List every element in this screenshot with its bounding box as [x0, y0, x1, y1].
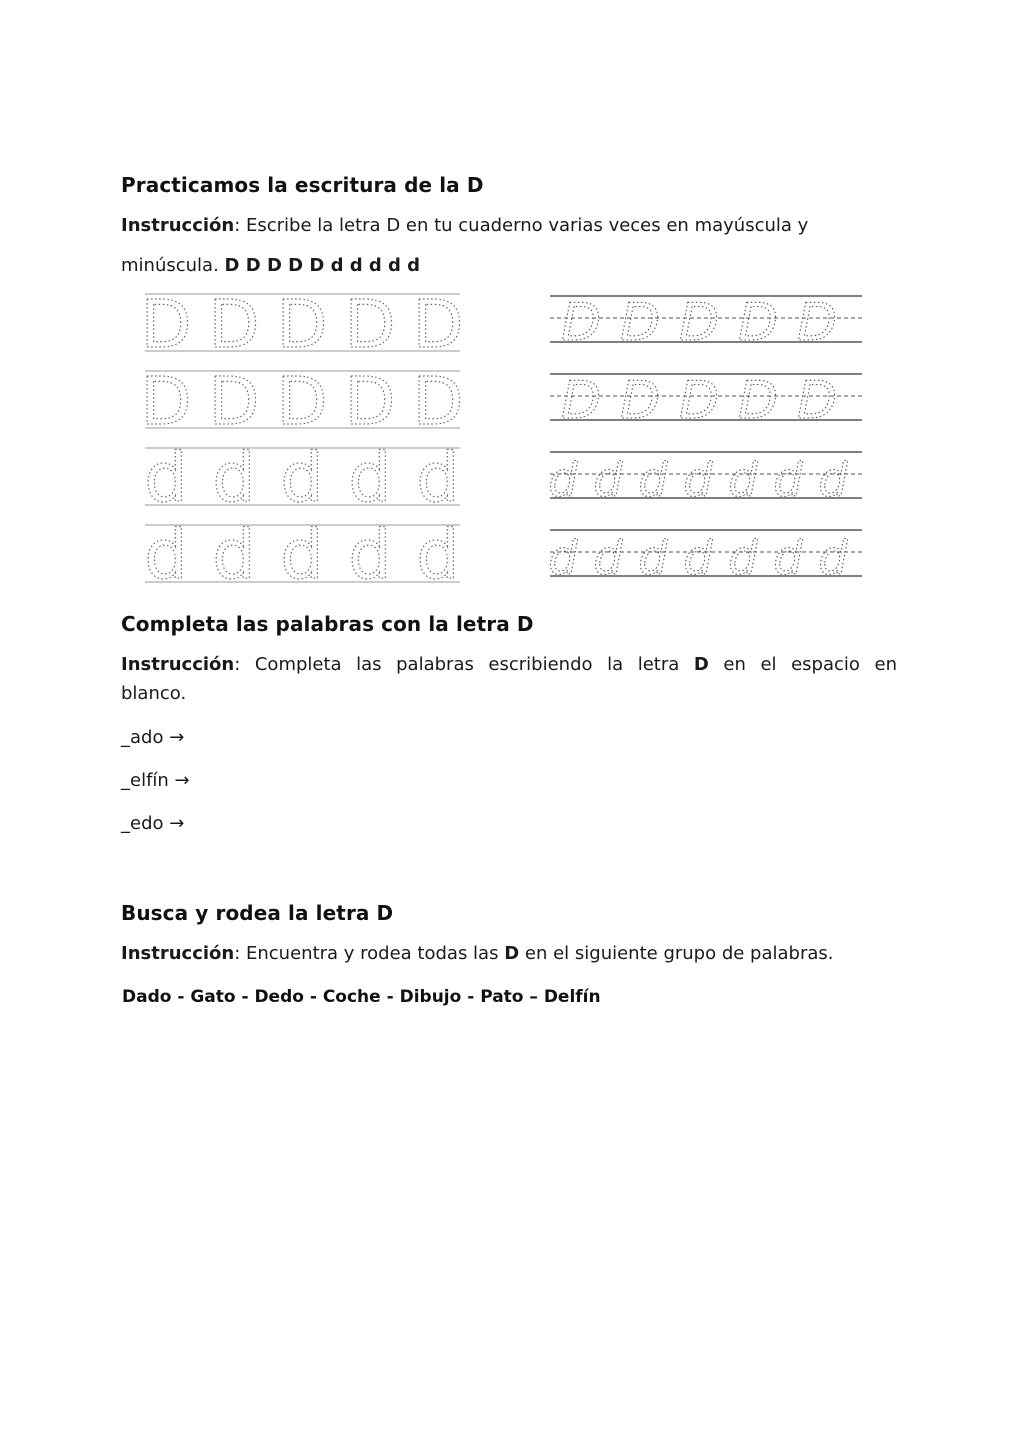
- tracing-lower-d: d: [280, 516, 324, 583]
- tracing-lower-d: d: [348, 516, 392, 583]
- tracing-lower-d: d: [348, 439, 392, 518]
- cursive-lower-d: d: [593, 453, 623, 507]
- instruction-text: : Completa las palabras escribiendo la letra: [234, 654, 680, 675]
- tracing-lower-d: d: [416, 439, 460, 518]
- word-blank-2: _elfín →: [121, 770, 190, 791]
- instruction-label: Instrucción: [121, 943, 235, 964]
- section-3-instruction: [121, 943, 834, 964]
- tracing-upper-d: D: [276, 363, 328, 440]
- tracing-lower-d: d: [416, 516, 460, 583]
- tracing-upper-d: D: [412, 288, 464, 363]
- tracing-upper-d: D: [208, 288, 260, 363]
- cursive-lower-d: d: [548, 531, 578, 582]
- cursive-lower-d: d: [773, 531, 803, 582]
- tracing-upper-d: D: [208, 363, 260, 440]
- instruction-text-end: en el espacio en: [723, 654, 897, 675]
- section-2-instruction-line-2: blanco.: [121, 683, 187, 704]
- instruction-text-end: en el siguiente grupo de palabras.: [524, 943, 834, 964]
- cursive-lower-d: d: [593, 531, 623, 582]
- instruction-bold-letter: D: [504, 943, 520, 964]
- cursive-upper-d: D: [737, 371, 779, 431]
- word-blank-3: _edo →: [121, 813, 185, 834]
- cursive-lower-d: d: [638, 531, 668, 582]
- tracing-lower-d: d: [144, 439, 188, 518]
- cursive-upper-d: D: [560, 371, 602, 431]
- tracing-upper-d: D: [140, 288, 192, 363]
- cursive-upper-d: D: [796, 293, 838, 353]
- cursive-lower-d: d: [683, 531, 713, 582]
- section-1-instruction: [121, 215, 808, 236]
- instruction-text: : Encuentra y rodea todas las: [234, 943, 499, 964]
- instruction-text-2: minúscula.: [121, 255, 219, 276]
- cursive-lower-d: d: [728, 453, 758, 507]
- cursive-upper-d: D: [619, 371, 661, 431]
- instruction-text: : Escribe la letra D en tu cuaderno varias veces en mayúscula y: [234, 215, 809, 236]
- tracing-lower-d: d: [212, 516, 256, 583]
- section-2-title: Completa las palabras con la letra D: [121, 612, 534, 636]
- tracing-upper-d: D: [344, 288, 396, 363]
- instruction-bold-letter: D: [693, 654, 709, 675]
- cursive-tracing-worksheet: [545, 290, 865, 582]
- cursive-upper-d: D: [796, 371, 838, 431]
- section-3-title: Busca y rodea la letra D: [121, 901, 394, 925]
- section-1-instruction-line-2: [121, 255, 420, 276]
- cursive-lower-d: d: [548, 453, 578, 507]
- instruction-label: Instrucción: [121, 215, 235, 236]
- tracing-lower-d: d: [280, 439, 324, 518]
- word-blank-1: _ado →: [121, 727, 185, 748]
- tracing-upper-d: D: [140, 363, 192, 440]
- cursive-lower-d: d: [683, 453, 713, 507]
- tracing-lower-d: d: [144, 516, 188, 583]
- cursive-upper-d: D: [737, 293, 779, 353]
- tracing-upper-d: D: [276, 288, 328, 363]
- tracing-upper-d: D: [412, 363, 464, 440]
- instruction-label: Instrucción: [121, 654, 235, 675]
- word-list: Dado - Gato - Dedo - Coche - Dibujo - Pato – Delfín: [122, 987, 601, 1007]
- cursive-lower-d: d: [818, 453, 848, 507]
- tracing-lower-d: d: [212, 439, 256, 518]
- cursive-lower-d: d: [728, 531, 758, 582]
- cursive-upper-d: D: [560, 293, 602, 353]
- cursive-upper-d: D: [678, 371, 720, 431]
- cursive-lower-d: d: [773, 453, 803, 507]
- cursive-lower-d: d: [638, 453, 668, 507]
- section-2-instruction: [121, 654, 897, 675]
- cursive-lower-d: d: [818, 531, 848, 582]
- section-1-title: Practicamos la escritura de la D: [121, 173, 484, 197]
- cursive-upper-d: D: [678, 293, 720, 353]
- cursive-upper-d: D: [619, 293, 661, 353]
- tracing-upper-d: D: [344, 363, 396, 440]
- letters-sample: D D D D D d d d d d: [224, 255, 421, 276]
- print-tracing-worksheet: [140, 288, 465, 583]
